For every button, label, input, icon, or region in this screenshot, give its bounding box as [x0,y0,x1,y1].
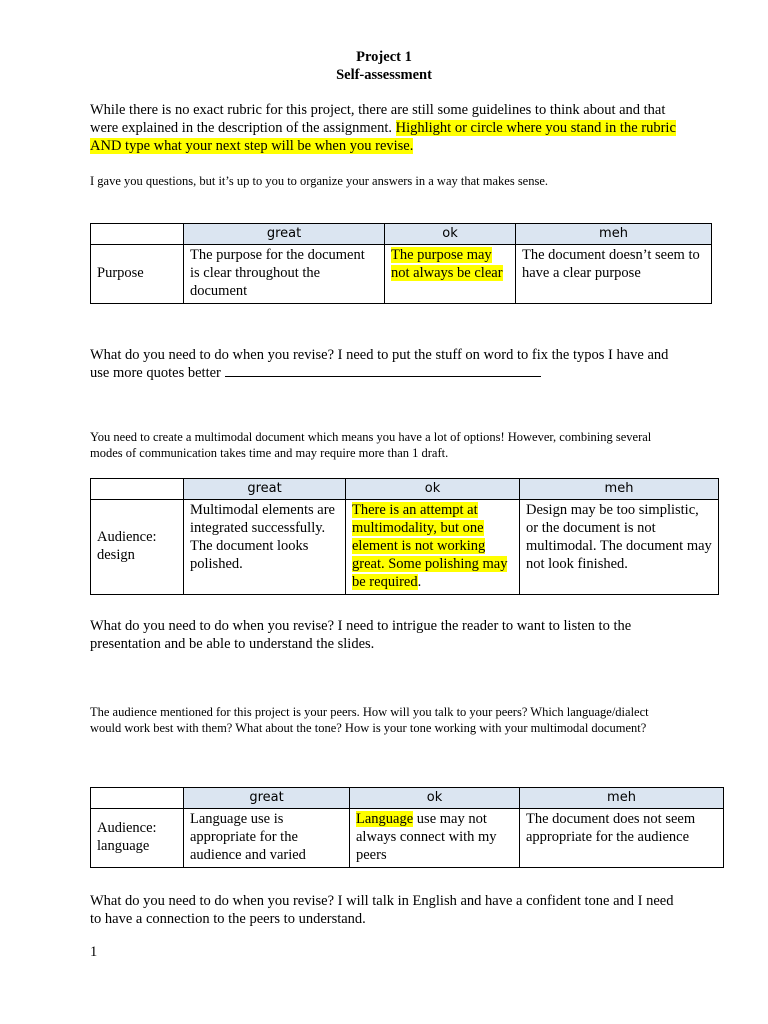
intro-note: I gave you questions, but it’s up to you to organize your answers in a way that makes sense. [90,174,549,188]
language-ok-highlight: Language [356,811,414,827]
design-ok-cell[interactable] [346,500,520,595]
language-great-cell[interactable]: Language use is appropriate for the audience and varied [184,809,350,868]
design-intro: You need to create a multimodal document which means you have a lot of options! However, combining several modes of communication takes time and may require more than 1 draft. [90,430,652,460]
purpose-answer-text: What do you need to do when you revise? I need to put the stuff on word to fix the typos I have and use more quotes better [90,347,669,381]
column-header-meh: meh [520,788,724,809]
column-header-great: great [184,224,385,245]
design-answer[interactable]: What do you need to do when you revise? I need to intrigue the reader to want to listen to the presentation and be able to understand the slides. [90,618,632,652]
table-corner-cell [91,479,184,500]
row-header-purpose: Purpose [91,245,184,304]
column-header-great: great [184,788,350,809]
purpose-rubric-table [90,223,712,304]
purpose-ok-highlight: The purpose may not always be clear [391,247,503,281]
intro-paragraph [90,101,680,155]
purpose-meh-cell[interactable]: The document doesn’t seem to have a clear purpose [516,245,712,304]
column-header-meh: meh [520,479,719,500]
language-ok-cell[interactable] [350,809,520,868]
document-title: Project 1 [356,49,412,65]
language-intro: The audience mentioned for this project is your peers. How will you talk to your peers? Which language/dialect would work best with them? What about the tone? How is your tone working with your multimodal document? [90,705,649,735]
language-rubric-table [90,787,724,868]
column-header-ok: ok [385,224,516,245]
purpose-answer[interactable] [90,346,690,382]
row-header-audience-language: Audience: language [91,809,184,868]
design-rubric-table [90,478,719,595]
language-answer[interactable]: What do you need to do when you revise? I will talk in English and have a confident tone and I need to have a connection to the peers to understand. [90,893,674,927]
intro-text: While there is no exact rubric for this project, there are still some guidelines to think about and that were explained in the description of the assignment. [90,102,666,136]
purpose-ok-cell[interactable] [385,245,516,304]
language-meh-cell[interactable]: The document does not seem appropriate for the audience [520,809,724,868]
design-ok-highlight: There is an attempt at multimodality, but one element is not working great. Some polishing may be required [352,502,508,590]
table-corner-cell [91,788,184,809]
answer-blank-line [225,364,541,377]
design-meh-cell[interactable]: Design may be too simplistic, or the document is not multimodal. The document may not look finished. [520,500,719,595]
design-ok-tail: . [417,574,422,590]
intro-highlight: Highlight or circle where you stand in the rubric AND type what your next step will be when you revise. [90,120,676,154]
column-header-meh: meh [516,224,712,245]
purpose-great-cell[interactable]: The purpose for the document is clear throughout the document [184,245,385,304]
table-corner-cell [91,224,184,245]
column-header-great: great [184,479,346,500]
column-header-ok: ok [350,788,520,809]
page-number: 1 [90,944,98,960]
document-subtitle: Self-assessment [336,67,432,83]
row-header-audience-design: Audience: design [91,500,184,595]
language-ok-rest: use may not always connect with my peers [356,811,497,863]
design-great-cell[interactable]: Multimodal elements are integrated successfully. The document looks polished. [184,500,346,595]
column-header-ok: ok [346,479,520,500]
